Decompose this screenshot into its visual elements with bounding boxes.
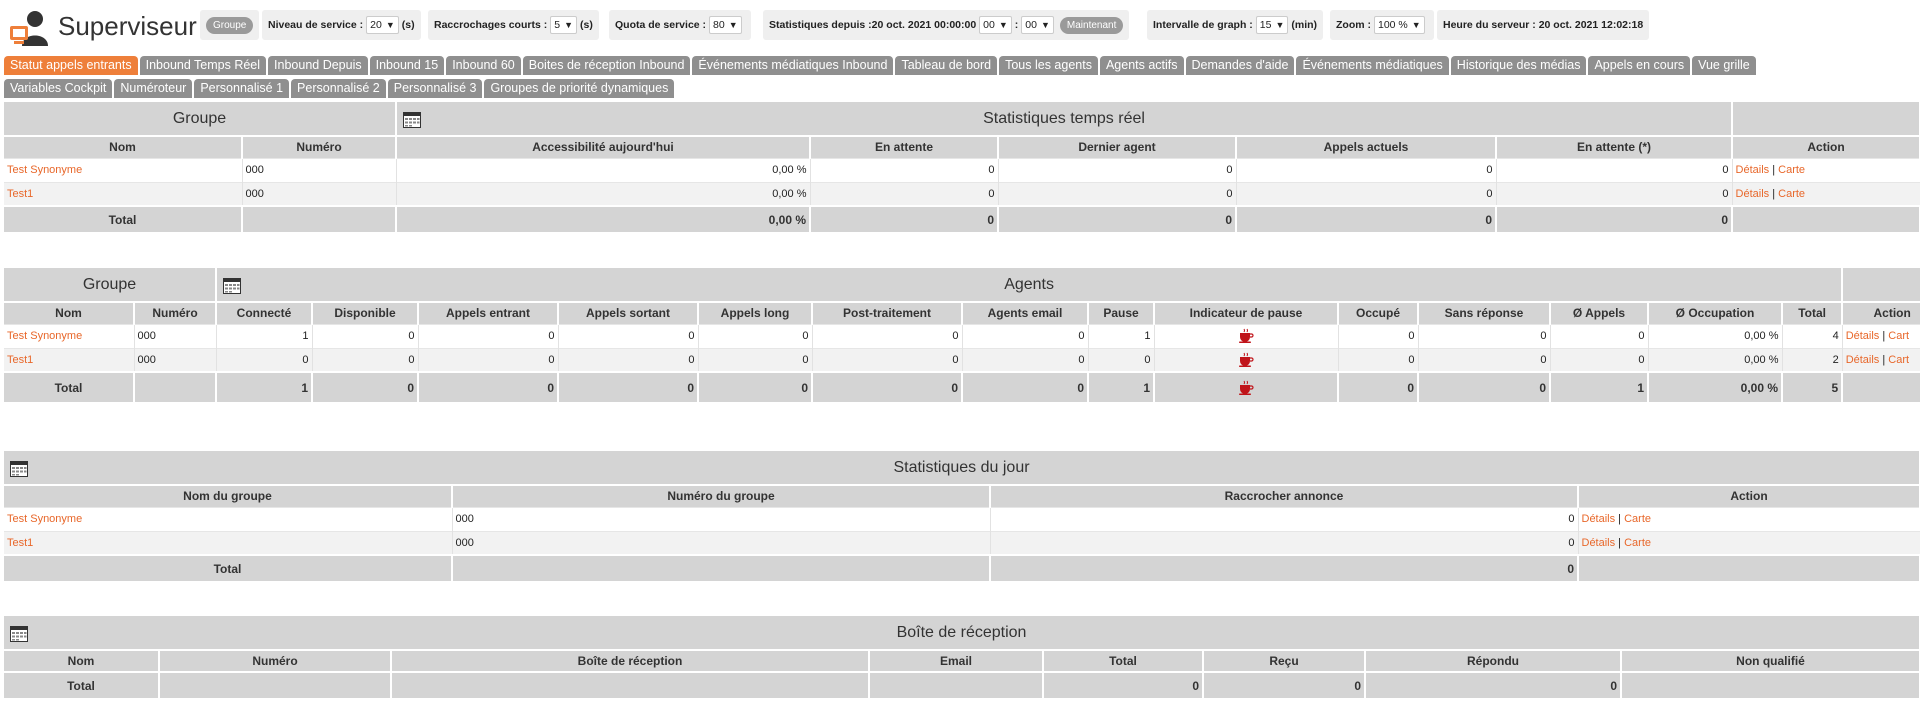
agents-total-avg-occ: 0,00 % <box>1648 372 1782 402</box>
table-row <box>4 158 1920 182</box>
details-link[interactable]: Détails <box>1845 353 1880 366</box>
daily-group-number: 000 <box>452 507 990 531</box>
current-calls-value: 0 <box>1236 158 1496 182</box>
pause-indicator-cell <box>1154 348 1338 372</box>
agent-group-number: 000 <box>134 324 216 348</box>
agents-total-number-blank <box>134 372 216 402</box>
action-cell <box>1842 348 1920 372</box>
graph-interval-control <box>1147 10 1323 40</box>
stats-since-control <box>763 10 1129 40</box>
agent-long-calls-value: 0 <box>698 348 812 372</box>
inbox-table <box>4 616 1920 698</box>
coffee-cup-icon <box>1238 354 1254 366</box>
action-cell <box>1578 507 1920 531</box>
coffee-cup-icon <box>1238 380 1254 394</box>
map-link[interactable]: Cart <box>1888 330 1910 342</box>
zoom-value: 100 % <box>1378 19 1408 31</box>
accessibility-value: 0,00 % <box>396 158 810 182</box>
agents-total-connected: 1 <box>216 372 312 402</box>
details-link[interactable]: Détails <box>1581 513 1616 525</box>
daily-stats-table <box>4 451 1920 581</box>
agents-group-header: Groupe <box>4 268 216 302</box>
agent-busy-value: 0 <box>1338 324 1418 348</box>
agents-total-row <box>4 372 1920 402</box>
service-level-label: Niveau de service : <box>268 19 364 31</box>
inbox-total-blank <box>1621 672 1920 698</box>
tab-evenements-mediatiques-inbound[interactable]: Événements médiatiques Inbound <box>692 56 893 75</box>
agent-group-number: 000 <box>134 348 216 372</box>
daily-total-row <box>4 555 1920 581</box>
total-last-agent: 0 <box>998 206 1236 232</box>
chevron-down-icon: ▼ <box>564 20 573 30</box>
stats-hour-select[interactable] <box>979 16 1012 34</box>
inbox-total-label: Total <box>4 672 159 698</box>
group-name-link[interactable]: Test Synonyme <box>7 330 83 342</box>
action-cell <box>1578 531 1920 555</box>
column-header-occupation[interactable]: Ø Occupation <box>1648 302 1782 324</box>
column-header-appels-actuels[interactable]: Appels actuels <box>1236 136 1496 158</box>
zoom-label: Zoom : <box>1336 19 1371 31</box>
agent-email-agents-value: 0 <box>962 324 1088 348</box>
daily-stats-section <box>4 451 1920 581</box>
column-header-email[interactable]: Email <box>869 650 1043 672</box>
agents-total-total: 5 <box>1782 372 1842 402</box>
agents-section <box>4 268 1920 402</box>
agents-total-action-blank <box>1842 372 1920 402</box>
group-name-link[interactable]: Test Synonyme <box>7 164 83 176</box>
agent-connected-value: 0 <box>216 348 312 372</box>
inbox-total-blank <box>391 672 869 698</box>
pause-indicator-total-cell <box>1154 372 1338 402</box>
service-level-value: 20 <box>370 19 382 31</box>
tab-personnalise-3[interactable]: Personnalisé 3 <box>388 79 483 98</box>
waiting-value: 0 <box>810 182 998 206</box>
details-link[interactable]: Détails <box>1845 330 1880 342</box>
daily-total-hangup: 0 <box>990 555 1578 581</box>
tab-inbound-depuis[interactable]: Inbound Depuis <box>268 56 368 75</box>
calendar-grid-icon[interactable] <box>10 625 28 643</box>
realtime-total-row <box>4 206 1920 232</box>
column-header-action[interactable]: Action <box>1578 485 1920 507</box>
column-header-nom[interactable]: Nom <box>4 136 242 158</box>
column-header-numero[interactable]: Numéro <box>242 136 396 158</box>
stats-minute-value: 00 <box>1025 19 1037 31</box>
column-header-indicateur-de-pause[interactable]: Indicateur de pause <box>1154 302 1338 324</box>
daily-title: Statistiques du jour <box>893 458 1030 476</box>
column-header-nom[interactable]: Nom <box>4 302 134 324</box>
agent-long-calls-value: 0 <box>698 324 812 348</box>
inbox-total-received: 0 <box>1203 672 1365 698</box>
stats-since-label: Statistiques depuis :20 oct. 2021 00:00:00 <box>769 19 977 31</box>
group-name-cell <box>4 324 134 348</box>
table-row <box>4 531 1920 555</box>
agents-total-no-answer: 0 <box>1418 372 1550 402</box>
map-link[interactable]: Cart <box>1888 353 1910 366</box>
calendar-grid-icon[interactable] <box>403 111 421 129</box>
zoom-select[interactable] <box>1374 16 1425 34</box>
agents-total-email-agents: 0 <box>962 372 1088 402</box>
table-row <box>4 182 1920 206</box>
column-header-appels-sortant[interactable]: Appels sortant <box>558 302 698 324</box>
chevron-down-icon: ▼ <box>998 20 1008 30</box>
column-header-pause[interactable]: Pause <box>1088 302 1154 324</box>
column-header-action[interactable]: Action <box>1732 136 1920 158</box>
group-name-cell <box>4 507 452 531</box>
tab-vue-grille[interactable]: Vue grille <box>1692 56 1756 75</box>
column-header-total[interactable]: Total <box>1782 302 1842 324</box>
tab-inbound-15[interactable]: Inbound 15 <box>370 56 445 75</box>
zoom-control <box>1330 10 1434 40</box>
last-agent-value: 0 <box>998 182 1236 206</box>
short-hangups-value: 5 <box>554 19 561 31</box>
tab-statut-appels-entrants[interactable]: Statut appels entrants <box>4 56 138 75</box>
daily-group-number: 000 <box>452 531 990 555</box>
agent-in-calls-value: 0 <box>418 324 558 348</box>
short-hangups-unit: (s) <box>579 19 593 31</box>
service-level-select[interactable] <box>366 16 399 34</box>
total-number-blank <box>242 206 396 232</box>
calendar-grid-icon[interactable] <box>223 277 241 295</box>
group-name-link[interactable]: Test1 <box>7 187 34 200</box>
service-quota-value: 80 <box>713 19 725 31</box>
tab-appels-en-cours[interactable]: Appels en cours <box>1588 56 1690 75</box>
inbox-total-blank <box>869 672 1043 698</box>
tab-personnalise-2[interactable]: Personnalisé 2 <box>291 79 386 98</box>
column-header-nom-du-groupe[interactable]: Nom du groupe <box>4 485 452 507</box>
inbox-total-blank <box>159 672 391 698</box>
group-header: Groupe <box>4 102 396 136</box>
column-header-en-attente[interactable]: En attente <box>810 136 998 158</box>
agent-available-value: 0 <box>312 324 418 348</box>
tab-groupes-de-priorite-dynamiques[interactable]: Groupes de priorité dynamiques <box>484 79 674 98</box>
action-separator: | <box>1769 187 1779 200</box>
graph-interval-value: 15 <box>1259 19 1272 31</box>
realtime-title: Statistiques temps réel <box>983 109 1145 127</box>
column-header-en-attente[interactable]: En attente (*) <box>1496 136 1732 158</box>
column-header-recu[interactable]: Reçu <box>1203 650 1365 672</box>
action-separator: | <box>1615 513 1625 525</box>
realtime-stats-section <box>4 102 1920 232</box>
waiting-star-value: 0 <box>1496 182 1732 206</box>
total-action-blank <box>1732 206 1920 232</box>
server-time: Heure du serveur : 20 oct. 2021 12:02:18 <box>1443 19 1644 31</box>
supervisor-user-icon <box>8 8 48 48</box>
column-header-appels-long[interactable]: Appels long <box>698 302 812 324</box>
total-label: Total <box>4 206 242 232</box>
group-button[interactable]: Groupe <box>206 17 253 34</box>
total-current-calls: 0 <box>1236 206 1496 232</box>
short-hangups-control <box>428 10 599 40</box>
agent-pause-value: 1 <box>1088 324 1154 348</box>
group-number: 000 <box>242 158 396 182</box>
table-row <box>4 348 1920 372</box>
service-quota-label: Quota de service : <box>615 19 707 31</box>
group-name-cell <box>4 348 134 372</box>
server-time-box <box>1437 10 1649 40</box>
agents-title-cell <box>216 268 1842 302</box>
group-button-box <box>200 10 259 40</box>
tab-historique-des-medias[interactable]: Historique des médias <box>1451 56 1587 75</box>
map-link[interactable]: Carte <box>1624 513 1652 525</box>
agent-no-answer-value: 0 <box>1418 324 1550 348</box>
action-cell <box>1732 158 1920 182</box>
map-link[interactable]: Carte <box>1624 536 1652 549</box>
waiting-value: 0 <box>810 158 998 182</box>
service-level-control <box>262 10 421 40</box>
daily-hangup-value: 0 <box>990 507 1578 531</box>
daily-total-number-blank <box>452 555 990 581</box>
tab-personnalise-1[interactable]: Personnalisé 1 <box>194 79 289 98</box>
service-level-unit: (s) <box>401 19 415 31</box>
daily-column-headers <box>4 485 1920 507</box>
time-colon: : <box>1014 19 1019 31</box>
agents-total-long-calls: 0 <box>698 372 812 402</box>
agents-total-post: 0 <box>812 372 962 402</box>
details-link[interactable]: Détails <box>1735 187 1770 200</box>
last-agent-value: 0 <box>998 158 1236 182</box>
column-header-repondu[interactable]: Répondu <box>1365 650 1621 672</box>
group-name-link[interactable]: Test Synonyme <box>7 513 83 525</box>
agents-total-avg-calls: 1 <box>1550 372 1648 402</box>
agent-total-value: 4 <box>1782 324 1842 348</box>
column-header-numero[interactable]: Numéro <box>159 650 391 672</box>
tab-boites-de-reception-inbound[interactable]: Boites de réception Inbound <box>523 56 691 75</box>
group-name-cell <box>4 158 242 182</box>
map-link[interactable]: Carte <box>1778 187 1806 200</box>
column-header-post-traitement[interactable]: Post-traitement <box>812 302 962 324</box>
graph-interval-select[interactable] <box>1256 16 1289 34</box>
agent-avg-calls-value: 0 <box>1550 348 1648 372</box>
agents-total-label: Total <box>4 372 134 402</box>
action-separator: | <box>1879 353 1889 366</box>
tab-numeroteur[interactable]: Numéroteur <box>114 79 192 98</box>
action-cell <box>1842 324 1920 348</box>
map-link[interactable]: Carte <box>1778 164 1806 176</box>
tab-inbound-60[interactable]: Inbound 60 <box>446 56 521 75</box>
agents-table <box>4 268 1920 402</box>
inbox-title: Boîte de réception <box>896 623 1027 641</box>
inbox-title-cell <box>4 616 1920 650</box>
agent-out-calls-value: 0 <box>558 348 698 372</box>
tab-bar-secondary <box>4 79 1904 98</box>
group-name-cell <box>4 182 242 206</box>
short-hangups-label: Raccrochages courts : <box>434 19 548 31</box>
agents-total-out-calls: 0 <box>558 372 698 402</box>
now-button[interactable]: Maintenant <box>1060 17 1123 34</box>
table-row <box>4 507 1920 531</box>
coffee-cup-icon <box>1238 330 1254 342</box>
details-link[interactable]: Détails <box>1735 164 1770 176</box>
action-separator: | <box>1879 330 1889 342</box>
pause-indicator-cell <box>1154 324 1338 348</box>
column-header-agents-email[interactable]: Agents email <box>962 302 1088 324</box>
column-header-boite-de-reception[interactable]: Boîte de réception <box>391 650 869 672</box>
calendar-grid-icon[interactable] <box>10 460 28 478</box>
stats-hour-value: 00 <box>983 19 995 31</box>
tab-tableau-de-bord[interactable]: Tableau de bord <box>895 56 997 75</box>
agent-available-value: 0 <box>312 348 418 372</box>
group-number: 000 <box>242 182 396 206</box>
tab-bar-primary <box>4 56 1904 75</box>
accessibility-value: 0,00 % <box>396 182 810 206</box>
action-cell <box>1732 182 1920 206</box>
column-header-connecte[interactable]: Connecté <box>216 302 312 324</box>
tab-variables-cockpit[interactable]: Variables Cockpit <box>4 79 112 98</box>
agents-total-in-calls: 0 <box>418 372 558 402</box>
stats-minute-select[interactable] <box>1021 16 1054 34</box>
inbox-total-answered: 0 <box>1365 672 1621 698</box>
service-quota-control <box>609 10 751 40</box>
column-header-numero-du-groupe[interactable]: Numéro du groupe <box>452 485 990 507</box>
tab-tous-les-agents[interactable]: Tous les agents <box>999 56 1098 75</box>
realtime-action-header-blank <box>1732 102 1920 136</box>
agents-action-header-blank <box>1842 268 1920 302</box>
column-header-disponible[interactable]: Disponible <box>312 302 418 324</box>
agent-total-value: 2 <box>1782 348 1842 372</box>
daily-total-action-blank <box>1578 555 1920 581</box>
inbox-total-total: 0 <box>1043 672 1203 698</box>
agent-avg-calls-value: 0 <box>1550 324 1648 348</box>
short-hangups-select[interactable] <box>550 16 577 34</box>
graph-interval-label: Intervalle de graph : <box>1153 19 1253 31</box>
tab-evenements-mediatiques[interactable]: Événements médiatiques <box>1296 56 1448 75</box>
agent-avg-occ-value: 0,00 % <box>1648 348 1782 372</box>
agent-post-value: 0 <box>812 324 962 348</box>
column-header-appels-entrant[interactable]: Appels entrant <box>418 302 558 324</box>
current-calls-value: 0 <box>1236 182 1496 206</box>
chevron-down-icon: ▼ <box>1411 20 1421 30</box>
agents-title: Agents <box>1004 275 1054 293</box>
agent-avg-occ-value: 0,00 % <box>1648 324 1782 348</box>
total-accessibility: 0,00 % <box>396 206 810 232</box>
tab-demandes-d-aide[interactable]: Demandes d'aide <box>1186 56 1295 75</box>
inbox-total-row <box>4 672 1920 698</box>
group-name-link[interactable]: Test1 <box>7 536 34 549</box>
waiting-star-value: 0 <box>1496 158 1732 182</box>
group-name-cell <box>4 531 452 555</box>
realtime-title-cell <box>396 102 1732 136</box>
column-header-action[interactable]: Action <box>1842 302 1920 324</box>
column-header-numero[interactable]: Numéro <box>134 302 216 324</box>
details-link[interactable]: Détails <box>1581 536 1616 549</box>
column-header-dernier-agent[interactable]: Dernier agent <box>998 136 1236 158</box>
agents-column-headers <box>4 302 1920 324</box>
agent-in-calls-value: 0 <box>418 348 558 372</box>
service-quota-select[interactable] <box>709 16 742 34</box>
column-header-non-qualifie[interactable]: Non qualifié <box>1621 650 1920 672</box>
chevron-down-icon: ▼ <box>1275 20 1285 30</box>
inbox-column-headers <box>4 650 1920 672</box>
action-separator: | <box>1615 536 1625 549</box>
daily-hangup-value: 0 <box>990 531 1578 555</box>
agents-total-busy: 0 <box>1338 372 1418 402</box>
column-header-accessibilite-aujourd-hui[interactable]: Accessibilité aujourd'hui <box>396 136 810 158</box>
app-title: Superviseur <box>58 11 197 41</box>
realtime-stats-table <box>4 102 1920 232</box>
inbox-section <box>4 616 1920 698</box>
chevron-down-icon: ▼ <box>385 20 395 30</box>
total-waiting-star: 0 <box>1496 206 1732 232</box>
column-header-raccrocher-annonce[interactable]: Raccrocher annonce <box>990 485 1578 507</box>
agent-out-calls-value: 0 <box>558 324 698 348</box>
column-header-total[interactable]: Total <box>1043 650 1203 672</box>
column-header-nom[interactable]: Nom <box>4 650 159 672</box>
tab-inbound-temps-reel[interactable]: Inbound Temps Réel <box>140 56 266 75</box>
chevron-down-icon: ▼ <box>1040 20 1050 30</box>
agent-connected-value: 1 <box>216 324 312 348</box>
column-header-sans-reponse[interactable]: Sans réponse <box>1418 302 1550 324</box>
table-row <box>4 324 1920 348</box>
tab-agents-actifs[interactable]: Agents actifs <box>1100 56 1184 75</box>
daily-title-cell <box>4 451 1920 485</box>
daily-total-label: Total <box>4 555 452 581</box>
agent-no-answer-value: 0 <box>1418 348 1550 372</box>
column-header-occupe[interactable]: Occupé <box>1338 302 1418 324</box>
agent-post-value: 0 <box>812 348 962 372</box>
chevron-down-icon: ▼ <box>728 20 738 30</box>
action-separator: | <box>1769 164 1779 176</box>
agents-total-available: 0 <box>312 372 418 402</box>
realtime-column-headers <box>4 136 1920 158</box>
column-header-appels[interactable]: Ø Appels <box>1550 302 1648 324</box>
total-waiting: 0 <box>810 206 998 232</box>
group-name-link[interactable]: Test1 <box>7 353 34 366</box>
graph-interval-unit: (min) <box>1291 19 1318 31</box>
agent-email-agents-value: 0 <box>962 348 1088 372</box>
agent-pause-value: 0 <box>1088 348 1154 372</box>
agent-busy-value: 0 <box>1338 348 1418 372</box>
agents-total-pause: 1 <box>1088 372 1154 402</box>
top-toolbar <box>0 0 1920 54</box>
